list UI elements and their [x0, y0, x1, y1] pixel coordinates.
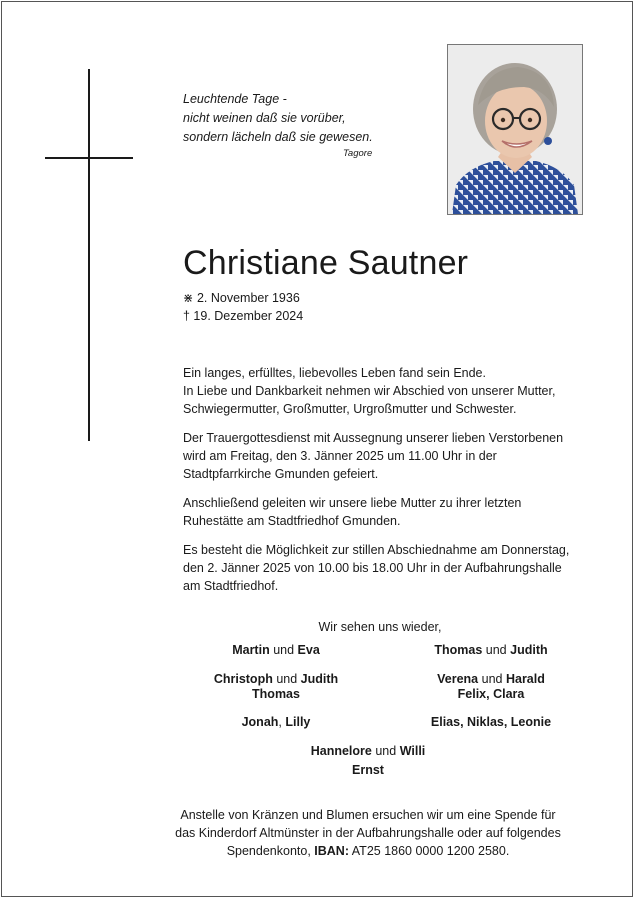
iban-number: AT25 1860 0000 1200 2580.: [348, 844, 510, 858]
conjunction: und: [276, 672, 298, 686]
mourner-name: Harald: [505, 672, 545, 686]
birth-date: ⋇ 2. November 1936: [183, 291, 300, 305]
mourner-name: Thomas: [434, 643, 483, 657]
mourners-intro: Wir sehen uns wieder,: [318, 620, 442, 634]
text-line: Stadtpfarrkirche Gmunden gefeiert.: [183, 467, 379, 481]
life-dates: [183, 289, 303, 325]
conjunction: und: [375, 744, 397, 758]
text-line: Der Trauergottesdienst mit Aussegnung unserer lieben Verstorbenen: [183, 431, 564, 445]
cross-icon-horizontal: [45, 157, 133, 159]
paragraph-viewing: [183, 541, 569, 595]
text-line: Anstelle von Kränzen und Blumen ersuchen wir um eine Spende für: [180, 808, 556, 822]
mourner-name: Judith: [510, 643, 548, 657]
text-line: Anschließend geleiten wir unsere liebe Mutter zu ihrer letzten: [183, 496, 522, 510]
mourner-name: Martin: [232, 643, 270, 657]
paragraph-farewell: [183, 364, 555, 418]
quote-line: nicht weinen daß sie vorüber,: [183, 111, 346, 125]
quote-line: Leuchtende Tage -: [183, 92, 287, 106]
mourner-name: Jonah: [241, 715, 279, 729]
mourner-group: [176, 643, 376, 658]
text-line: am Stadtfriedhof.: [183, 579, 279, 593]
mourner-group: [391, 715, 591, 730]
donation-note: [150, 806, 586, 860]
mourner-name: Elias, Niklas, Leonie: [430, 715, 552, 729]
iban-label: IBAN:: [314, 844, 349, 858]
conjunction: und: [485, 643, 507, 657]
mourner-group: [176, 715, 376, 730]
conjunction: und: [481, 672, 503, 686]
text-line: Schwiegermutter, Großmutter, Urgroßmutter und Schwester.: [183, 402, 517, 416]
mourner-name: Verena: [437, 672, 479, 686]
portrait-photo: [447, 44, 583, 215]
quote: [183, 90, 373, 159]
text-line: Ruhestätte am Stadtfriedhof Gmunden.: [183, 514, 401, 528]
mourner-name: Hannelore: [310, 744, 372, 758]
mourner-group: [391, 643, 591, 658]
death-date: † 19. Dezember 2024: [183, 309, 304, 323]
mourner-group: [176, 672, 376, 702]
text-line: Es besteht die Möglichkeit zur stillen Abschiednahme am Donnerstag,: [183, 543, 570, 557]
mourner-name: Christoph: [213, 672, 273, 686]
mourner-name: Lilly: [285, 715, 311, 729]
mourner-name: Ernst: [352, 763, 384, 777]
text-line: wird am Freitag, den 3. Jänner 2025 um 11.00 Uhr in der: [183, 449, 497, 463]
separator: ,: [278, 715, 282, 729]
deceased-name: Christiane Sautner: [183, 244, 469, 282]
mourner-name: Judith: [300, 672, 339, 686]
text-line: [150, 842, 586, 860]
mourner-group: [268, 744, 468, 778]
mourner-name: Felix, Clara: [457, 687, 525, 701]
mourner-name: Willi: [399, 744, 426, 758]
text-line: den 2. Jänner 2025 von 10.00 bis 18.00 Uhr in der Aufbahrungshalle: [183, 561, 562, 575]
quote-line: sondern lächeln daß sie gewesen.: [183, 130, 373, 144]
cross-icon-vertical: [88, 69, 90, 441]
mourner-group: [391, 672, 591, 702]
paragraph-service: [183, 429, 563, 483]
paragraph-burial: [183, 494, 521, 530]
quote-author: Tagore: [343, 148, 373, 159]
donation-account-label: Spendenkonto,: [226, 844, 315, 858]
conjunction: und: [273, 643, 295, 657]
mourner-name: Eva: [297, 643, 320, 657]
text-line: Ein langes, erfülltes, liebevolles Leben fand sein Ende.: [183, 366, 486, 380]
text-line: das Kinderdorf Altmünster in der Aufbahrungshalle oder auf folgendes: [175, 826, 561, 840]
mourner-name: Thomas: [252, 687, 300, 701]
text-line: In Liebe und Dankbarkeit nehmen wir Abschied von unserer Mutter,: [183, 384, 556, 398]
